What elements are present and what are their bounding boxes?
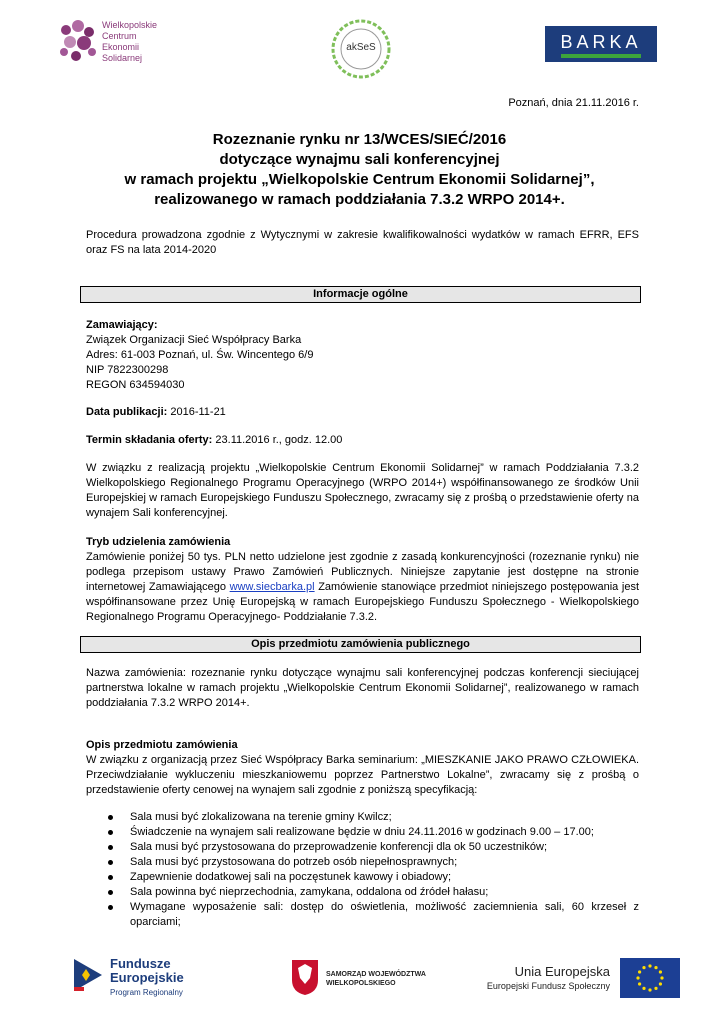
bullet-icon	[108, 845, 113, 850]
title-line3: w ramach projektu „Wielkopolskie Centrum Ekonomii Solidarnej”,	[124, 171, 595, 188]
award-mode-text-after: Zamówienie stanowiące przedmiot niniejszego postępowania jest współfinansowane przez Unię Europejską w ramach Europejskiego Funduszu Społecznego - Wielkopolskiego Regionalnego Programu Operacyjnego- Poddziałanie 7.3.2.	[86, 581, 640, 623]
akses-logo	[330, 18, 392, 80]
bullet-icon	[108, 830, 113, 835]
title-line4: realizowanego w ramach poddziałania 7.3.2 WRPO 2014+.	[154, 191, 565, 208]
contracting-nip: NIP 7822300298	[86, 364, 169, 376]
order-name-paragraph: Nazwa zamówienia: rozeznanie rynku dotyczące wynajmu sali konferencyjnej podczas konferencji sieciującej partnerstwa lokalne w ramach projektu „Wielkopolskie Centrum Ekonomii Solidarnej”, realizowanego w ramach poddziałania 7.3.2 WRPO 2014+.	[86, 667, 639, 709]
list-item: Wymagane wyposażenie sali: dostęp do oświetlenia, możliwość zaciemnienia sali, 60 krzeseł z oparciami;	[86, 900, 639, 930]
list-item: Sala powinna być nieprzechodnia, zamykana, oddalona od źródeł hałasu;	[86, 885, 639, 900]
wces-line4: Solidarnej	[102, 53, 143, 63]
wces-line1: Wielkopolskie	[102, 20, 158, 30]
eu-flag-icon	[620, 958, 680, 998]
bullet-icon	[108, 860, 113, 865]
fundusze-line1: Fundusze	[110, 956, 171, 971]
award-mode-heading: Tryb udzielenia zamówienia	[86, 536, 231, 548]
publication-value: 2016-11-21	[167, 406, 226, 418]
contracting-address: Adres: 61-003 Poznań, ul. Św. Wincentego 6/9	[86, 349, 314, 361]
fundusze-line2: Europejskie	[110, 970, 184, 985]
siecbarka-link[interactable]: www.siecbarka.pl	[229, 581, 315, 593]
publication-date	[86, 405, 639, 420]
deadline-value: 23.11.2016 r., godz. 12.00	[212, 434, 343, 446]
order-description-heading: Opis przedmiotu zamówienia	[86, 739, 238, 751]
akses-label: akSeS	[346, 42, 376, 53]
fundusze-europejskie-logo	[72, 955, 202, 1001]
title-line1: Rozeznanie rynku nr 13/WCES/SIEĆ/2016	[212, 131, 507, 148]
order-description	[86, 738, 639, 798]
samorzad-line2: WIELKOPOLSKIEGO	[326, 980, 396, 987]
fundusze-line3: Program Regionalny	[110, 988, 183, 997]
wces-tree-icon	[56, 18, 100, 68]
award-mode-text	[86, 550, 639, 625]
list-item: Sala musi być przystosowana do potrzeb osób niepełnosprawnych;	[86, 855, 639, 870]
bullet-icon	[108, 815, 113, 820]
contracting-name: Związek Organizacji Sieć Współpracy Barka	[86, 334, 302, 346]
document-title	[80, 130, 639, 210]
procedure-note: Procedura prowadzona zgodnie z Wytycznymi w zakresie kwalifikowalności wydatków w ramach EFRR, EFS oraz FS na lata 2014-2020	[86, 229, 639, 256]
section-general-heading: Informacje ogólne	[80, 286, 641, 303]
bullet-icon	[108, 890, 113, 895]
section-subject-heading: Opis przedmiotu zamówienia publicznego	[80, 636, 641, 653]
samorzad-logo	[290, 958, 430, 998]
intro-paragraph: W związku z realizacją projektu „Wielkopolskie Centrum Ekonomii Solidarnej” w ramach Poddziałania 7.3.2 Wielkopolskiego Regionalnego Programu Operacyjnego (WRPO 2014+) współfinansowanego ze środków Unii Europejskiej w ramach Europejskiego Funduszu Społecznego, zwracamy się z prośbą o przedstawienie oferty na wynajem Sali konferencyjnej.	[86, 462, 639, 519]
publication-label: Data publikacji:	[86, 406, 168, 418]
eagle-crest-icon	[290, 958, 320, 996]
title-line2: dotyczące wynajmu sali konferencyjnej	[219, 151, 500, 168]
requirements-list	[86, 810, 639, 930]
deadline-label: Termin składania oferty:	[86, 434, 213, 446]
ue-logo-text	[480, 964, 610, 992]
list-item: Sala musi być przystosowana do przeprowadzenie konferencji dla ok 50 uczestników;	[86, 840, 639, 855]
list-item: Świadczenie na wynajem sali realizowane będzie w dniu 24.11.2016 w godzinach 9.00 – 17.00;	[86, 825, 639, 840]
barka-label: BARKA	[560, 32, 642, 52]
list-item: Sala musi być zlokalizowana na terenie gminy Kwilcz;	[86, 810, 639, 825]
wces-logo	[56, 18, 156, 68]
bullet-icon	[108, 875, 113, 880]
contracting-label: Zamawiający:	[86, 319, 158, 331]
ue-title: Unia Europejska	[514, 964, 610, 979]
ue-subtitle: Europejski Fundusz Społeczny	[486, 981, 610, 991]
samorzad-line1: SAMORZĄD WOJEWÓDZTWA	[326, 971, 426, 978]
contracting-regon: REGON 634594030	[86, 379, 185, 391]
date-line: Poznań, dnia 21.11.2016 r.	[508, 97, 639, 109]
wces-line2: Centrum	[102, 31, 137, 41]
wces-line3: Ekonomii	[102, 42, 140, 52]
fundusze-star-icon	[72, 955, 106, 995]
list-item: Zapewnienie dodatkowej sali na poczęstunek kawowy i obiadowy;	[86, 870, 639, 885]
bullet-icon	[108, 905, 113, 910]
contracting-authority	[86, 318, 639, 393]
order-description-text: W związku z organizacją przez Sieć Współpracy Barka seminarium: „MIESZKANIE JAKO PRAWO CZŁOWIEKA. Przeciwdziałanie wykluczeniu mieszkaniowemu poprzez Partnerstwo Lokalne”, zwracamy się z prośbą o przedstawienie oferty cenowej na wynajem sali zgodnie z poniższą specyfikacją:	[86, 754, 639, 796]
award-mode-text-before: Zamówienie poniżej 50 tys. PLN netto udzielone jest zgodnie z zasadą konkurencyjności (rozeznanie rynku) nie podlega przepisom ustawy Prawo Zamówień Publicznych. Niniejsze zapytanie jest dostępne na stronie internetowej Zamawiającego	[86, 551, 639, 593]
offer-deadline	[86, 433, 639, 448]
barka-logo	[545, 26, 657, 62]
award-mode	[86, 535, 639, 625]
barka-stripe	[561, 54, 641, 58]
